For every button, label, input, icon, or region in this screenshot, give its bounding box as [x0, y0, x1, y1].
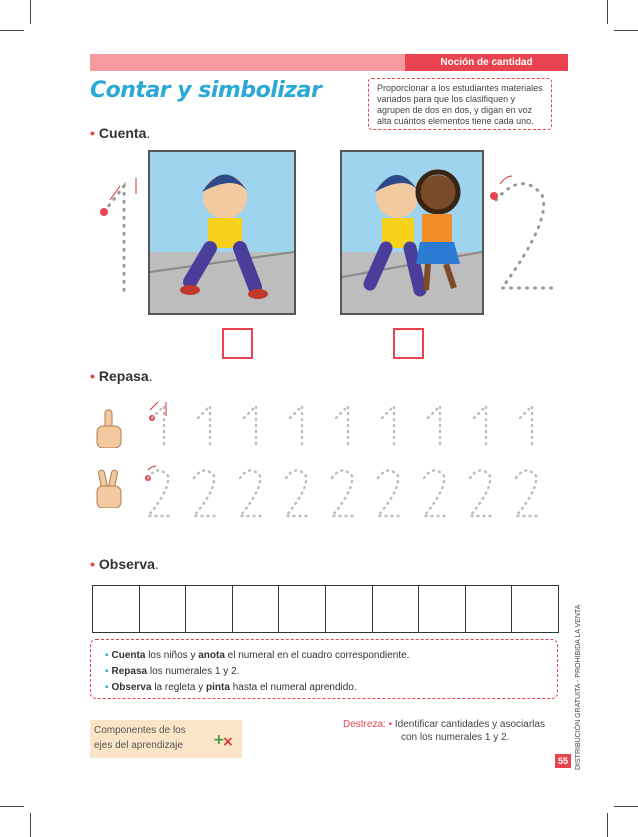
picture-one-child	[148, 150, 296, 315]
svg-text:+: +	[213, 732, 225, 748]
destreza: Destreza: • Identificar cantidades y asociarlas con los numerales 1 y 2.	[343, 719, 545, 743]
dotted-numeral-two	[482, 170, 562, 300]
strip-cell[interactable]	[512, 586, 558, 632]
strip-cell[interactable]	[93, 586, 140, 632]
components-label: Componentes de los ejes del aprendizaje	[90, 720, 208, 758]
trace-row-ones	[140, 398, 560, 454]
section-observa-label: Observa	[98, 556, 155, 572]
crop-mark	[30, 0, 31, 24]
instruction-item: • Observa la regleta y pinta hasta el numeral aprendido.	[105, 682, 357, 693]
topic-tag: Noción de cantidad	[405, 54, 568, 71]
math-symbols-icon	[208, 720, 242, 758]
destreza-text-1: Identificar cantidades y asociarlas	[394, 719, 545, 730]
strip-cell[interactable]	[326, 586, 373, 632]
destreza-text-2: con los numerales 1 y 2.	[401, 732, 510, 743]
page-number: 55	[555, 754, 571, 768]
crop-mark	[614, 30, 638, 31]
instruction-item: • Cuenta los niños y anota el numeral en el cuadro correspondiente.	[105, 650, 410, 661]
section-cuenta: • Cuenta.	[90, 125, 151, 141]
children-icon	[342, 152, 482, 313]
picture-two-children	[340, 150, 484, 315]
section-observa: • Observa.	[90, 556, 159, 572]
section-repasa: • Repasa.	[90, 368, 153, 384]
crop-mark	[0, 806, 24, 807]
strip-cell[interactable]	[279, 586, 326, 632]
fingers-two-icon	[94, 468, 124, 508]
child-running-icon	[150, 152, 294, 313]
answer-box-one[interactable]	[222, 328, 253, 359]
counting-strip	[92, 585, 559, 633]
strip-cell[interactable]	[140, 586, 187, 632]
finger-one-icon	[94, 408, 124, 448]
instructions-box	[90, 639, 558, 699]
trace-row-twos	[140, 462, 560, 522]
section-cuenta-label: Cuenta	[98, 125, 147, 141]
strip-cell[interactable]	[186, 586, 233, 632]
destreza-label: Destreza:	[343, 719, 386, 730]
section-repasa-label: Repasa	[98, 368, 149, 384]
strip-cell[interactable]	[466, 586, 513, 632]
strip-cell[interactable]	[373, 586, 420, 632]
crop-mark	[30, 813, 31, 837]
crop-mark	[607, 813, 608, 837]
side-legal-text: DISTRIBUCIÓN GRATUITA - PROHIBIDA LA VENTA	[575, 604, 582, 770]
dotted-numeral-one	[92, 170, 152, 300]
strip-cell[interactable]	[233, 586, 280, 632]
crop-mark	[607, 0, 608, 24]
crop-mark	[0, 30, 24, 31]
answer-box-two[interactable]	[393, 328, 424, 359]
teacher-note: Proporcionar a los estudiantes materiales variados para que los clasifiquen y agrupen de dos en dos, y digan en voz alta cuántos elementos tiene cada uno.	[368, 78, 552, 130]
svg-text:×: ×	[222, 734, 234, 750]
page-title: Contar y simbolizar	[90, 78, 322, 103]
strip-cell[interactable]	[419, 586, 466, 632]
crop-mark	[614, 806, 638, 807]
instruction-item: • Repasa los numerales 1 y 2.	[105, 666, 240, 677]
